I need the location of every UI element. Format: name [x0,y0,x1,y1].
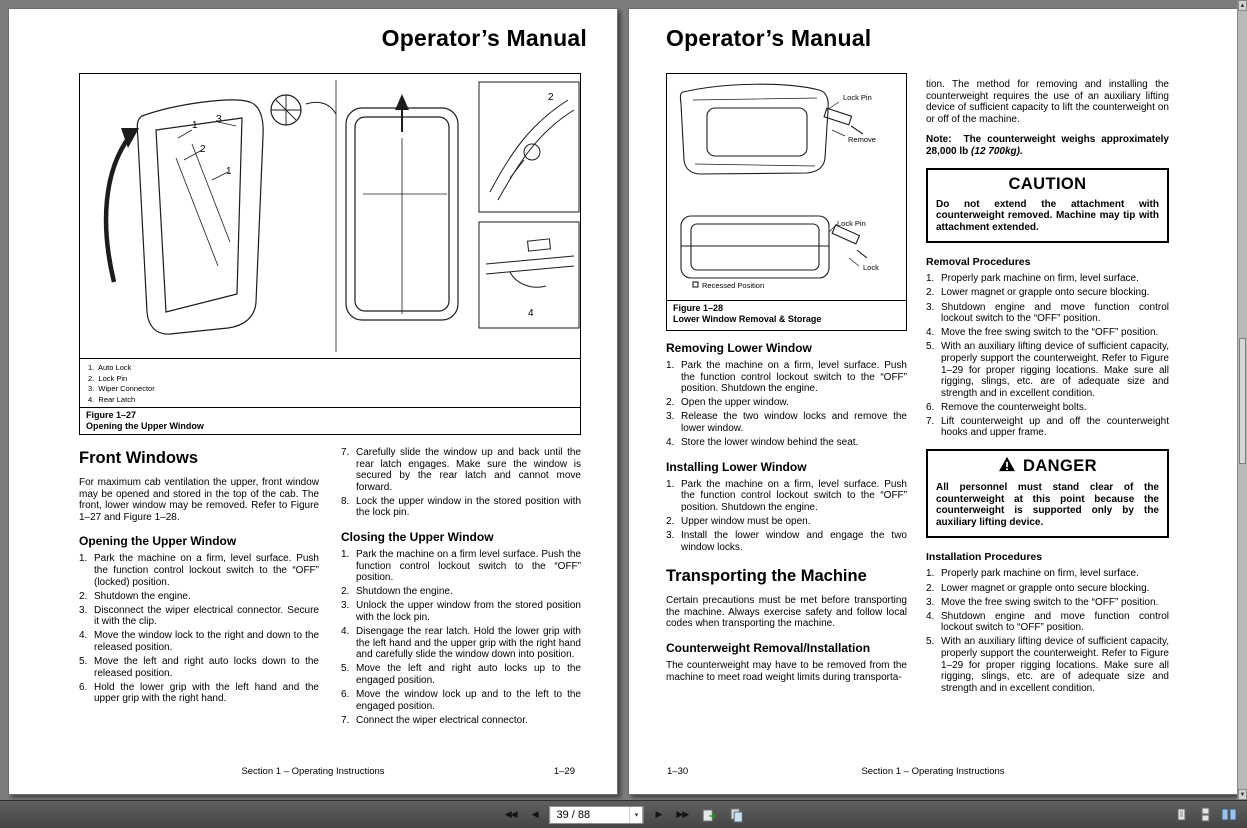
figure-label: Figure 1–28 [673,303,724,313]
list-item-text: Upper window must be open. [681,515,811,527]
list-item-number: 8. [341,495,350,507]
transporting-paragraph: Certain precautions must be met before transporting the machine. Always exercise safety and follow local codes when transporting the machine. [666,595,907,630]
list-item-text: Hold the lower grip with the left hand and the upper grip with the right hand. [94,681,319,705]
list-item-text: Move the free swing switch to the “OFF” position. [941,327,1159,339]
caution-body: Do not extend the attachment with counterweight removed. Machine may tip with attachment extended. [936,198,1159,233]
list-item-text: Install the lower window and engage the two window locks. [681,530,907,553]
list-item [79,656,319,679]
list-item-text: Lock the upper window in the stored position with the lock pin. [356,495,581,519]
list-item-number: 7. [926,415,935,427]
subheading-removal-procedures: Removal Procedures [926,256,1031,269]
list-item-number: 5. [341,663,350,675]
list-item-number: 6. [341,689,350,701]
list-item-number: 2. [926,582,935,594]
list-item [926,636,1169,694]
installation-steps-list [926,568,1169,694]
list-item [926,416,1169,439]
list-item-text: Connect the wiper electrical connector. [356,714,528,726]
list-item-text: Open the upper window. [681,397,789,409]
first-page-button[interactable]: ◀◀ [502,807,520,822]
figure-1-27 [79,73,581,435]
callout-number: 1 [192,120,198,131]
view-mode-group [1172,801,1238,828]
callout-number: 2 [548,92,554,103]
footer-page-number: 1–29 [553,766,575,777]
list-item-text: Lower magnet or grapple onto secure blocking. [941,287,1150,299]
list-item-text: Properly park machine on firm, level surface. [941,568,1139,580]
text-column-right [341,447,581,729]
figure-caption-text: Lower Window Removal & Storage [673,314,822,324]
figure-label-lock-pin: Lock Pin [843,93,872,102]
caution-title: CAUTION [1008,174,1087,193]
note-text: The counterweight weighs approximately 28,000 lb [926,134,1169,157]
list-item-text: With an auxiliary lifting device of sufficient capacity, properly support the counterweight. Refer to Figure 1–29 for proper rigging locations. Make sure all rigging, slings, etc. are of adequate size and strength and in excellent condition. [941,636,1169,694]
list-item [926,568,1169,580]
list-item [666,360,907,395]
next-page-button[interactable]: ▶ [653,807,665,822]
figure-caption [80,407,580,434]
page-number-input[interactable] [550,806,644,824]
warning-triangle-icon [998,456,1016,477]
list-item-number: 6. [79,681,88,693]
subheading-opening-upper-window: Opening the Upper Window [79,534,237,549]
figure-1-27-drawing [80,74,580,358]
installing-steps-list [666,479,907,554]
list-item-number: 3. [926,301,935,313]
list-item-number: 2. [79,590,88,602]
previous-page-button[interactable]: ◀ [529,807,541,822]
viewer-toolbar [0,800,1247,828]
copy-page-icon[interactable] [727,806,745,824]
list-item-text: Move the left and right auto locks up to the engaged position. [356,663,581,686]
scrollbar-thumb[interactable] [1239,338,1246,464]
footer-section-label: Section 1 – Operating Instructions [241,766,385,777]
list-item-number: 6. [926,401,935,413]
list-item: 3. Wiper Connector [88,384,155,393]
list-item-number: 2. [666,515,675,527]
list-item [666,411,907,434]
single-page-view-icon[interactable] [1172,806,1190,824]
list-item [79,630,319,653]
list-item-text: Park the machine on a firm level surface. Push the function control lockout switch to the “OFF” position. [356,549,581,584]
list-item [666,530,907,553]
list-item-number: 2. [341,586,350,598]
list-item-text: Park the machine on a firm, level surface. Push the function control lockout switch to the “OFF” position. Shutdown the engine. [681,360,907,395]
list-item [926,341,1169,399]
list-item [926,402,1169,414]
list-item-number: 2. [666,397,675,409]
list-item-number: 1. [666,478,675,490]
figure-1-28-drawing [667,74,906,300]
callout-number: 3 [216,114,222,125]
page-dropdown-arrow-icon[interactable]: ▾ [630,807,643,823]
scroll-up-arrow[interactable]: ▲ [1238,0,1247,11]
document-page-left [8,8,618,795]
list-item-text: Shutdown the engine. [94,590,191,602]
figure-caption [667,300,906,327]
list-item [926,597,1169,609]
figure-label-lock: Lock [863,263,879,272]
callout-number: 1 [226,166,232,177]
vertical-scrollbar[interactable] [1237,0,1247,800]
danger-title: DANGER [1023,457,1097,476]
list-item-text: With an auxiliary lifting device of sufficient capacity, properly support the counterweight. Refer to Figure 1–29 for proper rigging locations. Make sure all rigging, slings, etc. are of adequate size and strength and in excellent condition. [941,341,1169,399]
list-item-number: 1. [79,553,88,565]
list-item: 2. Lock Pin [88,373,128,383]
caution-box [926,168,1169,244]
list-item-number: 3. [666,411,675,423]
section-heading-transporting: Transporting the Machine [666,567,867,586]
list-item [79,682,319,705]
list-item-number: 5. [79,656,88,668]
list-item [926,583,1169,595]
list-item [79,553,319,588]
list-item [79,605,319,628]
figure-label-lock-pin-2: Lock Pin [837,219,866,228]
list-item: 4. Rear Latch [88,394,136,404]
counterweight-paragraph: The counterweight may have to be removed from the machine to meet road weight limits during transporta- [666,660,907,683]
list-item-number: 2. [926,287,935,299]
callout-number: 4 [528,308,534,319]
continuation-paragraph: tion. The method for removing and installing the counterweight requires the use of an auxiliary lifting device of sufficient capacity to lift the counterweight on or off of the machine. [926,79,1169,125]
list-item-text: Move the left and right auto locks down to the released position. [94,656,319,679]
list-item [341,663,581,686]
list-item [79,591,319,603]
footer-page-number: 1–30 [667,766,689,777]
list-item-text: Shutdown engine and move function control lockout switch to the “OFF” position. [941,301,1169,325]
page-number-value[interactable]: 39 / 88 [556,808,591,821]
list-item-number: 4. [926,610,935,622]
closing-steps-list [341,549,581,726]
list-item-number: 1. [666,360,675,371]
list-item [666,479,907,514]
subheading-counterweight: Counterweight Removal/Installation [666,641,871,655]
scroll-down-arrow[interactable]: ▼ [1238,789,1247,800]
list-item-text: Move the window lock up and to the left to the engaged position. [356,689,581,712]
list-item-text: Disconnect the wiper electrical connector. Secure it with the clip. [94,604,319,628]
list-item-text: Shutdown engine and move function control lockout switch to “OFF” position. [941,610,1169,634]
subheading-removing-lower-window: Removing Lower Window [666,341,812,355]
note-paragraph [926,134,1169,157]
note-label: Note: [926,134,952,146]
list-item-number: 1. [926,568,935,580]
list-item [341,447,581,493]
list-item-text: Move the window lock to the right and down to the released position. [94,630,319,654]
list-item [666,437,907,449]
list-item-number: 1. [926,273,935,285]
removing-steps-list [666,360,907,449]
list-item [341,715,581,727]
danger-body: All personnel must stand clear of the counterweight at this point because the counterweight is supported only by the auxiliary lifting device. [936,482,1159,528]
page-navigation-group [502,801,746,828]
subheading-installation-procedures: Installation Procedures [926,551,1043,564]
last-page-button[interactable]: ▶▶ [673,807,691,822]
list-item-number: 3. [79,604,88,616]
list-item [926,611,1169,634]
list-item-number: 4. [341,626,350,638]
subheading-closing-upper-window: Closing the Upper Window [341,530,494,545]
list-item-number: 4. [926,327,935,339]
list-item [341,549,581,584]
list-item [926,273,1169,285]
list-item-text: Shutdown the engine. [356,586,453,598]
callout-number: 2 [200,144,206,155]
page-title: Operator’s Manual [666,25,872,51]
figure-legend [80,358,580,407]
list-item-number: 5. [926,341,935,353]
list-item-number: 3. [926,596,935,608]
list-item-text: Carefully slide the window up and back until the rear latch engages. Make sure the window is secured by the rear latch and cannot move forward. [356,447,581,493]
list-item [926,287,1169,299]
list-item [341,600,581,623]
list-item-text: Lower magnet or grapple onto secure blocking. [941,582,1150,594]
list-item-text: Park the machine on a firm, level surface. Push the function control lockout switch to the “OFF” position. Shutdown the engine. [681,478,907,513]
list-item-text: Release the two window locks and remove the lower window. [681,411,907,434]
list-item-number: 4. [79,630,88,642]
list-item-number: 3. [341,600,350,612]
opening-steps-list [79,553,319,705]
list-item-text: Unlock the upper window from the stored position with the lock pin. [356,600,581,624]
list-item-text: Park the machine on a firm, level surface. Push the function control lockout switch to the “OFF” (locked) position. [94,553,319,588]
danger-title-row [936,456,1159,477]
list-item [926,302,1169,325]
list-item-number: 1. [341,549,350,561]
list-item [666,516,907,528]
list-item-text: Move the free swing switch to the “OFF” position. [941,596,1159,608]
list-item: 1. Auto Lock [88,363,132,372]
text-column-left [666,341,907,683]
figure-label: Figure 1–27 [86,410,137,420]
list-item-text: Disengage the rear latch. Hold the lower grip with the left hand and the upper grip with the right hand and carefully slide the window down into position. [356,626,581,661]
list-item [341,689,581,712]
list-item-text: Properly park machine on firm, level surface. [941,273,1139,285]
snapshot-icon[interactable] [700,806,718,824]
figure-label-recessed-position: Recessed Position [702,281,765,290]
list-item [341,496,581,519]
list-item [926,327,1169,339]
list-item-number: 5. [926,636,935,648]
document-page-right [628,8,1238,795]
list-item-number: 7. [341,447,350,458]
continuous-view-icon[interactable] [1196,806,1214,824]
list-item-text: Lift counterweight up and off the counterweight hooks and upper frame. [941,415,1169,439]
list-item-number: 3. [666,530,675,542]
note-metric: (12 700kg). [971,145,1023,157]
section-heading-front-windows: Front Windows [79,449,198,467]
list-item [341,586,581,598]
text-column-right [926,79,1169,697]
list-item-text: Store the lower window behind the seat. [681,437,859,449]
intro-paragraph: For maximum cab ventilation the upper, front window may be opened and stored in the top of the cab. The front, lower window may be removed. Refer to Figure 1–27 and Figure 1–28. [79,477,319,523]
facing-pages-view-icon[interactable] [1220,806,1238,824]
list-item [666,397,907,409]
figure-label-remove: Remove [848,135,876,144]
figure-1-28 [666,73,907,331]
list-item-text: Remove the counterweight bolts. [941,401,1087,413]
list-item-number: 4. [666,437,675,449]
subheading-installing-lower-window: Installing Lower Window [666,459,807,474]
danger-box [926,449,1169,538]
text-column-left [79,447,319,708]
list-item-number: 7. [341,714,350,726]
opening-steps-continued-list [341,447,581,519]
removal-steps-list [926,273,1169,439]
list-item [341,626,581,661]
footer-section-label: Section 1 – Operating Instructions [861,766,1005,777]
page-title: Operator’s Manual [381,25,587,51]
figure-caption-text: Opening the Upper Window [86,421,204,431]
